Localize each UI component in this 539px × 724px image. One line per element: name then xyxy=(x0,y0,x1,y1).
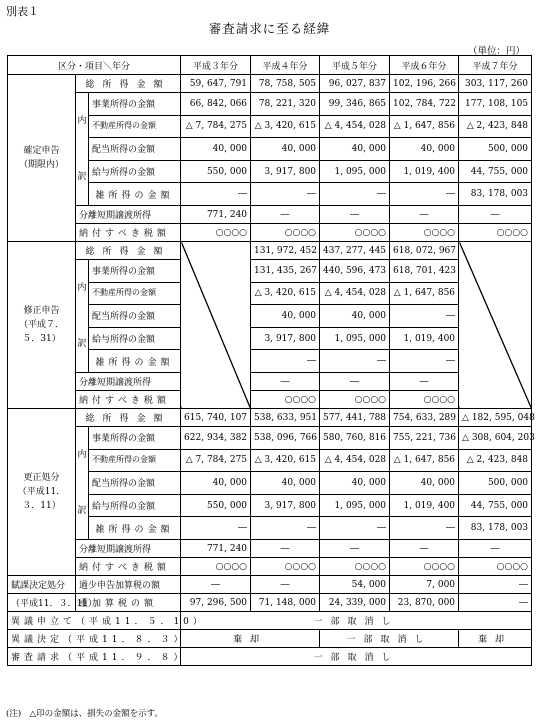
table-cell: ○○○○ xyxy=(459,558,532,576)
table-cell: 615, 740, 107 xyxy=(181,409,251,427)
table-row xyxy=(8,391,532,409)
header-year: 平成７年分 xyxy=(459,56,532,75)
table-cell: 59, 647, 791 xyxy=(181,75,251,93)
table-cell: ― xyxy=(320,373,390,391)
table-cell: 755, 221, 736 xyxy=(390,427,459,450)
table-cell: 754, 633, 289 xyxy=(390,409,459,427)
table-row xyxy=(8,576,532,594)
table-cell: 3, 917, 800 xyxy=(251,494,320,517)
breakdown-label: 内 訳 xyxy=(76,93,89,206)
header-year: 平成５年分 xyxy=(320,56,390,75)
table-cell: 500, 000 xyxy=(459,472,532,495)
table-cell: 3, 917, 800 xyxy=(251,327,320,350)
table-cell: 577, 441, 788 xyxy=(320,409,390,427)
table-cell: △ 4, 454, 028 xyxy=(320,115,390,138)
table-cell: 618, 072, 967 xyxy=(390,242,459,260)
table-cell: △ 7, 784, 275 xyxy=(181,115,251,138)
section-kosei xyxy=(8,409,535,576)
table-cell: 618, 701, 423 xyxy=(390,260,459,283)
table-cell: 44, 755, 000 xyxy=(459,494,532,517)
table-cell: △ 4, 454, 028 xyxy=(320,449,390,472)
table-cell: 40, 000 xyxy=(320,305,390,328)
table-cell: ― xyxy=(320,517,390,540)
table-cell: 78, 758, 505 xyxy=(251,75,320,93)
table-cell: 500, 000 xyxy=(459,138,532,161)
section-title: 修正申告 xyxy=(23,306,60,316)
table-cell: 7, 000 xyxy=(390,576,459,594)
table-cell: △ 3, 420, 615 xyxy=(251,449,320,472)
table-cell: △ 4, 454, 028 xyxy=(320,282,390,305)
unit-label: （単位：円） xyxy=(467,46,525,57)
table-cell: ― xyxy=(459,540,532,558)
table-row xyxy=(8,206,532,224)
section-subtitle: （期限内） xyxy=(18,160,64,170)
table-cell: 83, 178, 003 xyxy=(459,183,532,206)
breakdown-label: 内 訳 xyxy=(76,427,89,540)
row-label: 納付すべき税額 xyxy=(76,391,181,409)
table-cell: 40, 000 xyxy=(320,138,390,161)
table-cell: △ 182, 595, 048 xyxy=(459,409,532,427)
table-cell: 550, 000 xyxy=(181,160,251,183)
table-cell: 40, 000 xyxy=(181,472,251,495)
table-cell: 78, 221, 320 xyxy=(251,93,320,116)
table-cell: 83, 178, 003 xyxy=(459,517,532,540)
table-row xyxy=(8,409,532,427)
table-cell: ― xyxy=(390,350,459,373)
section-appeals xyxy=(8,612,532,666)
table-cell: 40, 000 xyxy=(251,305,320,328)
table-cell: 40, 000 xyxy=(320,472,390,495)
table-row xyxy=(8,558,532,576)
table-cell: 40, 000 xyxy=(251,472,320,495)
page-title: 審査請求に至る経緯 xyxy=(208,21,331,36)
table-cell: ― xyxy=(181,576,251,594)
table-cell: ― xyxy=(320,350,390,373)
table-cell: ○○○○ xyxy=(251,391,320,409)
table-cell: 66, 842, 066 xyxy=(181,93,251,116)
table-cell: ― xyxy=(320,183,390,206)
row-label: 審査請求（平成11．９．８） xyxy=(8,648,181,666)
table-cell: 1, 019, 400 xyxy=(390,327,459,350)
header-year: 平成３年分 xyxy=(181,56,251,75)
table-cell: 44, 755, 000 xyxy=(459,160,532,183)
table-row xyxy=(8,630,532,648)
table-cell: 131, 435, 267 xyxy=(251,260,320,283)
table-cell: 40, 000 xyxy=(390,138,459,161)
table-cell: ○○○○ xyxy=(320,391,390,409)
row-label: 雑所得の金額 xyxy=(89,350,181,373)
table-cell: △ 1, 647, 856 xyxy=(390,282,459,305)
table-row xyxy=(8,93,532,116)
table-cell: ○○○○ xyxy=(390,391,459,409)
table-cell: 1, 095, 000 xyxy=(320,327,390,350)
table-cell: ― xyxy=(251,350,320,373)
table-cell: 96, 027, 837 xyxy=(320,75,390,93)
row-label: 配当所得の金額 xyxy=(89,472,181,495)
table-cell: ○○○○ xyxy=(181,558,251,576)
row-label: 雑所得の金額 xyxy=(89,517,181,540)
table-cell: ― xyxy=(390,517,459,540)
table-cell: 622, 934, 382 xyxy=(181,427,251,450)
table-cell: ○○○○ xyxy=(251,224,320,242)
table-cell: ― xyxy=(390,206,459,224)
row-label: 納付すべき税額 xyxy=(76,224,181,242)
row-label: 総所得金額 xyxy=(76,75,181,93)
table-cell: 40, 000 xyxy=(390,472,459,495)
row-label: 給与所得の金額 xyxy=(89,494,181,517)
table-cell: 538, 633, 951 xyxy=(251,409,320,427)
section-label xyxy=(8,75,76,242)
table-cell: 771, 240 xyxy=(181,540,251,558)
table-cell: ― xyxy=(181,183,251,206)
section-label xyxy=(8,242,76,409)
row-label: 分離短期譲渡所得 xyxy=(76,206,181,224)
row-label: 給与所得の金額 xyxy=(89,327,181,350)
table-cell: 40, 000 xyxy=(181,138,251,161)
table-cell: 一部取消し xyxy=(320,630,459,648)
table-cell: ― xyxy=(390,183,459,206)
table-cell: ― xyxy=(320,206,390,224)
table-cell: 102, 196, 266 xyxy=(390,75,459,93)
table-cell: 131, 972, 452 xyxy=(251,242,320,260)
table-cell: 棄却 xyxy=(181,630,320,648)
table-row xyxy=(8,594,532,612)
table-cell: ○○○○ xyxy=(390,558,459,576)
table-cell: ― xyxy=(251,576,320,594)
row-label: 異議決定（平成11．８．３） xyxy=(8,630,181,648)
table-cell: △ 7, 784, 275 xyxy=(181,449,251,472)
table-row xyxy=(8,540,532,558)
table-cell: ― xyxy=(320,540,390,558)
table-cell: ― xyxy=(251,540,320,558)
breakdown-label: 内 訳 xyxy=(76,260,89,373)
table-row xyxy=(8,75,532,93)
row-label: 過少申告加算税の額 xyxy=(76,576,181,594)
section-title: 確定申告 xyxy=(23,146,60,156)
table-cell: 97, 296, 500 xyxy=(181,594,251,612)
section-title: 更正処分 xyxy=(23,473,60,483)
table-cell: 99, 346, 865 xyxy=(320,93,390,116)
table-cell: △ 3, 420, 615 xyxy=(251,115,320,138)
row-label: 分離短期譲渡所得 xyxy=(76,540,181,558)
table-cell: 102, 784, 722 xyxy=(390,93,459,116)
table-cell: ― xyxy=(181,517,251,540)
footnote: (注) △印の金額は、損失の金額を示す。 xyxy=(6,709,163,719)
table-cell: △ 3, 420, 615 xyxy=(251,282,320,305)
table-cell: △ 1, 647, 856 xyxy=(390,115,459,138)
header-year: 平成６年分 xyxy=(390,56,459,75)
table-cell: ― xyxy=(251,517,320,540)
annex-label: 別表１ xyxy=(6,5,39,18)
section-fuka xyxy=(8,576,532,612)
table-cell: ― xyxy=(390,540,459,558)
section-subtitle: （平成11．３．11） xyxy=(17,487,66,511)
row-label: 総所得金額 xyxy=(76,242,181,260)
table-cell: 40, 000 xyxy=(251,138,320,161)
table-row xyxy=(8,242,532,260)
table-row xyxy=(8,260,532,283)
table-cell: ― xyxy=(459,594,532,612)
row-label: 総所得金額 xyxy=(76,409,181,427)
table-cell: 一部取消し xyxy=(181,648,532,666)
table-cell: △ 2, 423, 848 xyxy=(459,115,532,138)
section-kakutei xyxy=(8,75,532,242)
header-category: 区分・項目＼年分 xyxy=(8,56,181,75)
table-cell: 1, 095, 000 xyxy=(320,160,390,183)
table-row xyxy=(8,648,532,666)
row-label: 配当所得の金額 xyxy=(89,138,181,161)
table-row xyxy=(8,612,532,630)
table-cell: △ 2, 423, 848 xyxy=(459,449,532,472)
row-label: 配当所得の金額 xyxy=(89,305,181,328)
table-cell: ― xyxy=(459,206,532,224)
table-cell: 440, 596, 473 xyxy=(320,260,390,283)
not-applicable-cell xyxy=(181,242,251,409)
not-applicable-cell xyxy=(459,242,532,409)
section-shusei xyxy=(8,242,532,409)
table-cell: 303, 117, 260 xyxy=(459,75,532,93)
table-cell: ― xyxy=(390,305,459,328)
history-table xyxy=(7,55,535,666)
section-title: 賦課決定処分 xyxy=(8,576,76,594)
table-cell: 1, 019, 400 xyxy=(390,494,459,517)
table-cell: 1, 095, 000 xyxy=(320,494,390,517)
table-cell: 538, 096, 766 xyxy=(251,427,320,450)
row-label: 事業所得の金額 xyxy=(89,427,181,450)
table-cell: ― xyxy=(251,373,320,391)
table-cell: 71, 148, 000 xyxy=(251,594,320,612)
table-cell: 一部取消し xyxy=(181,612,532,630)
row-label: 分離短期譲渡所得 xyxy=(76,373,181,391)
table-cell: ○○○○ xyxy=(320,558,390,576)
table-cell: ○○○○ xyxy=(181,224,251,242)
table-cell: 54, 000 xyxy=(320,576,390,594)
row-label: 事業所得の金額 xyxy=(89,93,181,116)
table-row xyxy=(8,373,532,391)
header-row xyxy=(8,56,532,75)
table-cell: △ 308, 604, 203 xyxy=(459,427,532,450)
table-cell: 177, 108, 105 xyxy=(459,93,532,116)
row-label: 事業所得の金額 xyxy=(89,260,181,283)
table-cell: 771, 240 xyxy=(181,206,251,224)
row-label: 給与所得の金額 xyxy=(89,160,181,183)
row-label: 納付すべき税額 xyxy=(76,558,181,576)
table-cell: ― xyxy=(251,183,320,206)
header-year: 平成４年分 xyxy=(251,56,320,75)
table-row xyxy=(8,224,532,242)
table-cell: ― xyxy=(251,206,320,224)
table-row xyxy=(8,427,532,450)
table-cell: 550, 000 xyxy=(181,494,251,517)
row-label: 不動産所得の金額 xyxy=(89,282,181,305)
table-cell: ○○○○ xyxy=(390,224,459,242)
table-cell: 580, 760, 816 xyxy=(320,427,390,450)
table-cell: 437, 277, 445 xyxy=(320,242,390,260)
table-cell: 1, 019, 400 xyxy=(390,160,459,183)
table-cell: △ 1, 647, 856 xyxy=(390,449,459,472)
table-cell: ○○○○ xyxy=(459,224,532,242)
row-label: 重加算税の額 xyxy=(76,594,181,612)
section-subtitle: （平成11．３．11） xyxy=(8,594,76,612)
table-cell: 23, 870, 000 xyxy=(390,594,459,612)
row-label: 不動産所得の金額 xyxy=(89,115,181,138)
table-cell: 棄却 xyxy=(459,630,532,648)
row-label: 雑所得の金額 xyxy=(89,183,181,206)
row-label: 異議申立て（平成11．５．10） xyxy=(8,612,181,630)
table-cell: 3, 917, 800 xyxy=(251,160,320,183)
table-cell: ○○○○ xyxy=(251,558,320,576)
table-cell: 24, 339, 000 xyxy=(320,594,390,612)
table-cell: ― xyxy=(390,373,459,391)
table-cell: ― xyxy=(459,576,532,594)
table-cell: ○○○○ xyxy=(320,224,390,242)
section-subtitle: （平成７．５．31） xyxy=(18,320,64,344)
row-label: 不動産所得の金額 xyxy=(89,449,181,472)
section-label xyxy=(8,409,76,576)
